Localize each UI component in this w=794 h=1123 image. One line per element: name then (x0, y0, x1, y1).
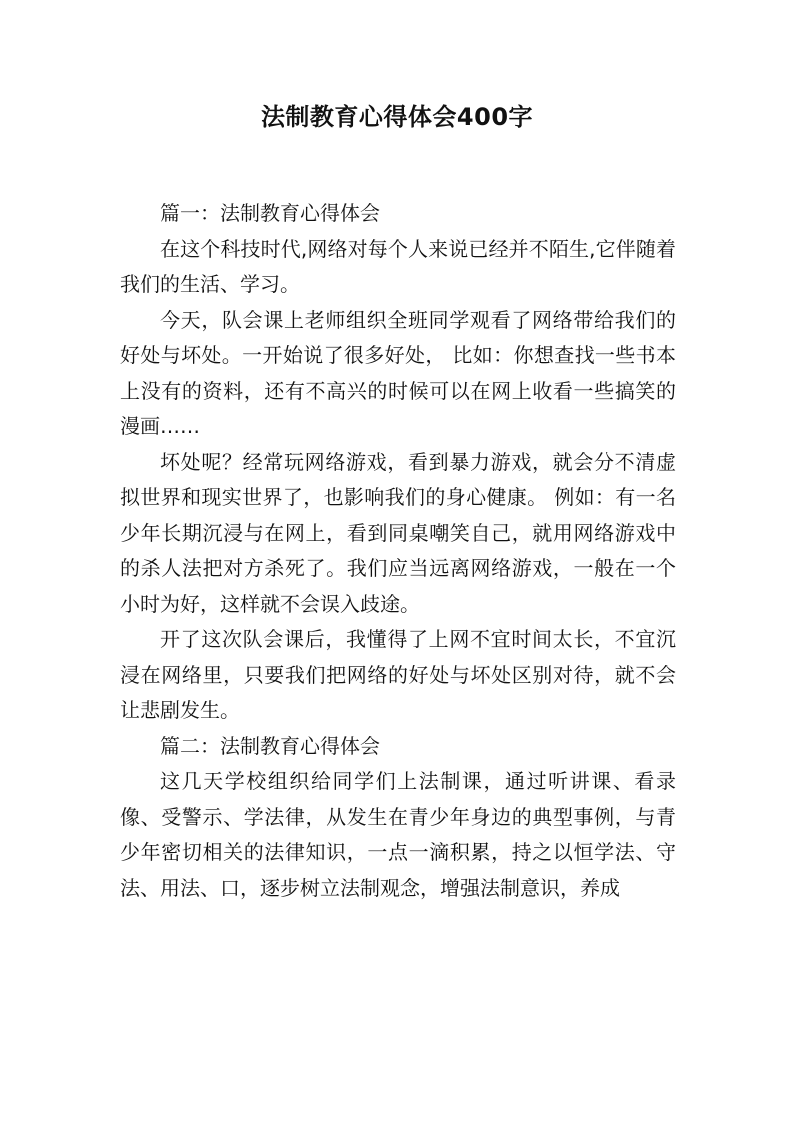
paragraph: 这几天学校组织给同学们上法制课，通过听讲课、看录像、受警示、学法律，从发生在青少年身边的典型事例，与青少年密切相关的法律知识，一点一滴积累，持之以恒学法、守法、用法、口，逐步树立法制观念，增强法制意识，养成 (120, 769, 676, 900)
document-title: 法制教育心得体会400字 (260, 103, 534, 131)
paragraph: 今天，队会课上老师组织全班同学观看了网络带给我们的好处与坏处。一开始说了很多好处， 比如：你想查找一些书本上没有的资料，还有不高兴的时候可以在网上收看一些搞笑的漫画…… (120, 307, 676, 438)
section-heading-2: 篇二：法制教育心得体会 (160, 733, 380, 758)
paragraph: 开了这次队会课后，我懂得了上网不宜时间太长，不宜沉浸在网络里，只要我们把网络的好处与坏处区别对待，就不会让悲剧发生。 (120, 627, 676, 722)
section-heading-1: 篇一：法制教育心得体会 (160, 201, 380, 225)
document-body (120, 196, 676, 906)
paragraph: 坏处呢？经常玩网络游戏，看到暴力游戏，就会分不清虚拟世界和现实世界了，也影响我们的身心健康。 例如：有一名少年长期沉浸与在网上，看到同桌嘲笑自己，就用网络游戏中的杀人法把对方杀死了。我们应当远离网络游戏，一般在一个小时为好，这样就不会误入歧途。 (120, 449, 676, 616)
paragraph: 在这个科技时代,网络对每个人来说已经并不陌生,它伴随着我们的生活、学习。 (120, 236, 676, 296)
